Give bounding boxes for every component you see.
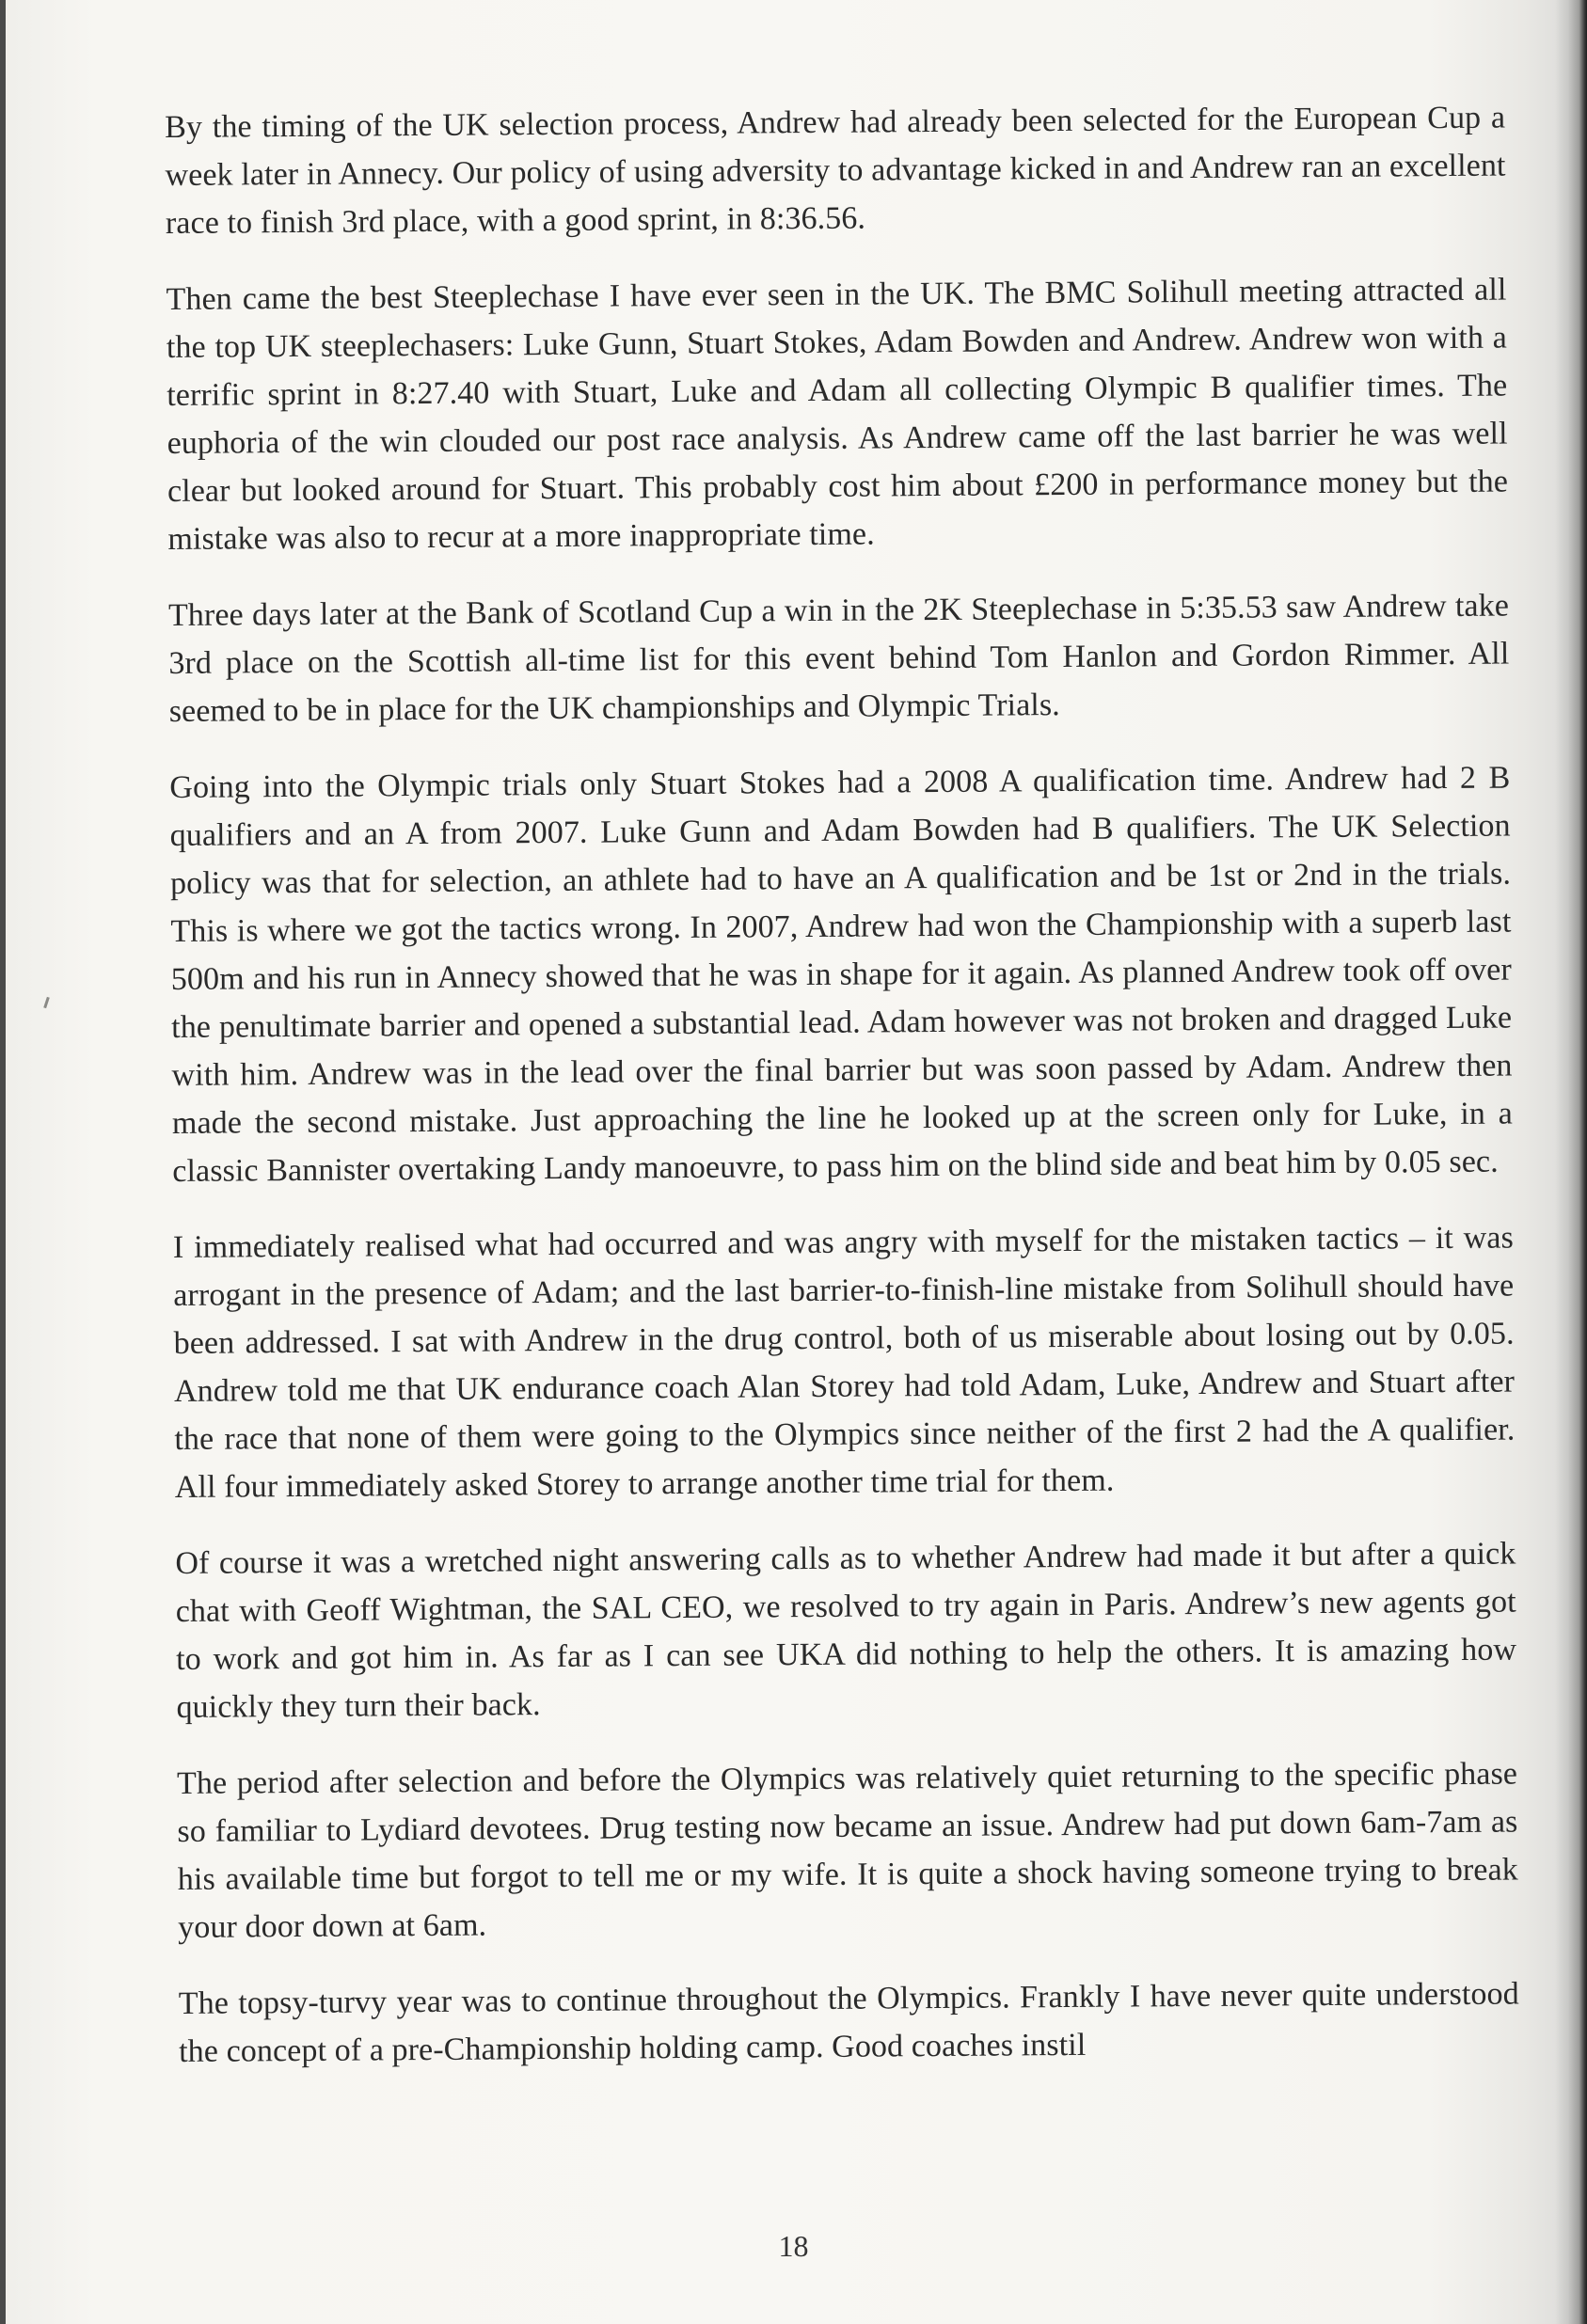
paragraph-aftermath: I immediately realised what had occurred and was angry with myself for the mistaken tactics – it was arrogant in the presence of Adam; and the last barrier-to-finish-line mistake from Solihull should have been addressed. I sat with Andrew in the drug control, both of us miserable about losing out by 0.05. Andrew told me that UK endurance coach Alan Storey had told Adam, Luke, Andrew and Stuart after the race that none of them were going to the Olympics since neither of the first 2 had the A qualifier. All four immediately asked Storey to arrange another time trial for them. — [172, 1220, 1516, 1505]
page-number: 18 — [778, 2229, 809, 2263]
paragraph-bank-of-scotland-cup: Three days later at the Bank of Scotland Cup a win in the 2K Steeplechase in 5:35.53 saw Andrew take 3rd place on the Scottish all-time list for this event behind Tom Hanlon and Gordon Rimmer. All seemed to be in place for the UK championships and Olympic Trials. — [167, 588, 1510, 729]
paragraph-olympics: The topsy-turvy year was to continue throughout the Olympics. Frankly I have never quite understood the concept of a pre-Championship holding camp. Good coaches instil — [178, 1976, 1519, 2069]
paragraph-paris: Of course it was a wretched night answering calls as to whether Andrew had made it but after a quick chat with Geoff Wightman, the SAL CEO, we resolved to try again in Paris. Andrew’s new agents got to work and got him in. As far as I can see UKA did nothing to help the others. It is amazing how quickly they turn their back. — [175, 1536, 1517, 1725]
paragraph-olympic-trials: Going into the Olympic trials only Stuart Stokes had a 2008 A qualification time. Andrew had 2 B qualifiers and an A from 2007. Luke Gunn and Adam Bowden had B qualifiers. The UK Selection policy was that for selection, an athlete had to have an A qualification and be 1st or 2nd in the trials. This is where we got the tactics wrong. In 2007, Andrew had won the Championship with a superb last 500m and his run in Annecy showed that he was in shape for it again. As planned Andrew took off over the penultimate barrier and opened a substantial lead. Adam however was not broken and dragged Luke with him. Andrew was in the lead over the final barrier but was soon passed by Adam. Andrew then made the second mistake. Just approaching the line he looked up at the screen only for Luke, in a classic Bannister overtaking Landy manoeuvre, to pass him on the blind side and beat him by 0.05 sec. — [169, 760, 1514, 1189]
paragraph-solihull: Then came the best Steeplechase I have ever seen in the UK. The BMC Solihull meeting attracted all the top UK steeplechasers: Luke Gunn, Stuart Stokes, Adam Bowden and Andrew. Andrew won with a terrific sprint in 8:27.40 with Stuart, Luke and Adam all collecting Olympic B qualifier times. The euphoria of the win clouded our post race analysis. As Andrew came off the last barrier he was well clear but looked around for Stuart. This probably cost him about £200 in performance money but the mistake was also to recur at a more inappropriate time. — [166, 272, 1509, 557]
scan-speck — [43, 997, 50, 1008]
paragraph-drug-testing: The period after selection and before the Olympics was relatively quiet returning to the specific phase so familiar to Lydiard devotees. Drug testing now became an issue. Andrew had put down 6am-7am as his available time but forgot to tell me or my wife. It is quite a shock having someone trying to break your door down at 6am. — [176, 1756, 1518, 1945]
paragraph-annecy: By the timing of the UK selection process, Andrew had already been selected for the European Cup a week later in Annecy. Our policy of using adversity to advantage kicked in and Andrew ran an excellent race to finish 3rd place, with a good sprint, in 8:36.56. — [165, 100, 1506, 241]
scan-left-edge — [0, 0, 6, 2324]
page-gutter-shadow — [1555, 0, 1587, 2324]
body-text — [165, 94, 1520, 2104]
